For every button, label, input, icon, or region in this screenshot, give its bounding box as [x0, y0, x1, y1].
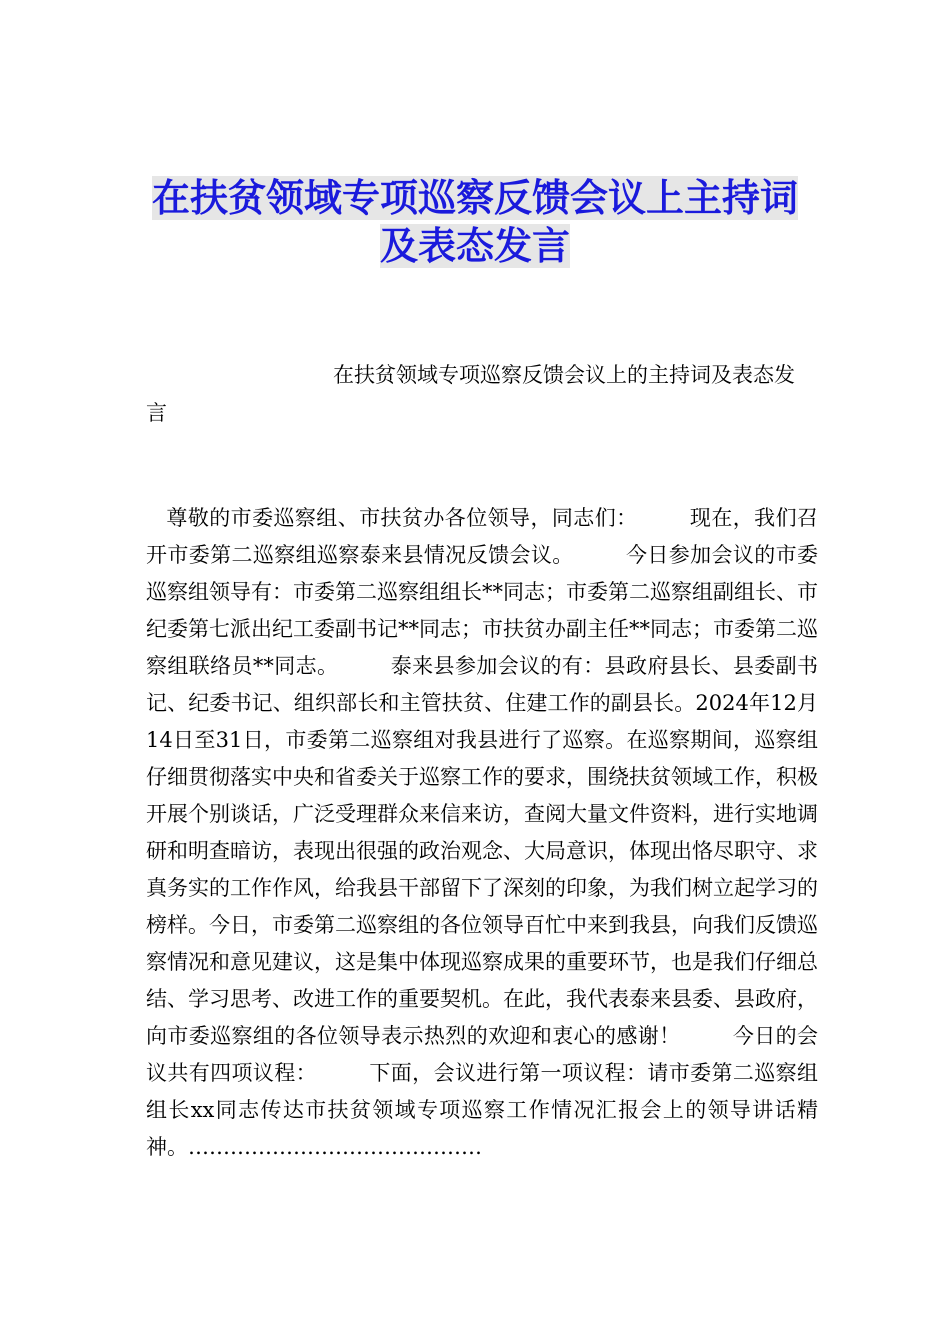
document-title: [140, 174, 810, 270]
subtitle-text: 在扶贫领域专项巡察反馈会议上的主持词及表态发言: [146, 363, 795, 425]
paragraph-6: 下面，会议进行第一项议程：请市委第二巡察组组长xx同志传达市扶贫领域专项巡察工作情况汇报会上的领导讲话精神。……………………………………: [146, 1061, 819, 1159]
paragraph-2: 现在，我们召开市委第二巡察组巡察泰来县情况反馈会议。: [146, 506, 818, 567]
paragraph-1: 尊敬的市委巡察组、市扶贫办各位领导，同志们：: [166, 506, 638, 530]
paragraph-5: 今日的会议共有四项议程：: [146, 1024, 819, 1085]
document-body: [146, 500, 818, 1166]
paragraph-4: 泰来县参加会议的有：县政府县长、县委副书记、纪委书记、组织部长和主管扶贫、住建工作的副县长。2024年12月14日至31日，市委第二巡察组对我县进行了巡察。在巡察期间，巡察组仔细贯彻落实中央和省委关于巡察工作的要求，围绕扶贫领域工作，积极开展个别谈话，广泛受理群众来信来访，查阅大量文件资料，进行实地调研和明查暗访，表现出很强的政治观念、大局意识，体现出恪尽职守、求真务实的工作作风，给我县干部留下了深刻的印象，为我们树立起学习的榜样。今日，市委第二巡察组的各位领导百忙中来到我县，向我们反馈巡察情况和意见建议，这是集中体现巡察成果的重要环节，也是我们仔细总结、学习思考、改进工作的重要契机。在此，我代表泰来县委、县政府，向市委巡察组的各位领导表示热烈的欢迎和衷心的感谢！: [146, 654, 819, 1048]
title-line-1: 在扶贫领域专项巡察反馈会议上主持词: [151, 176, 798, 220]
title-line-2: 及表态发言: [379, 224, 570, 268]
document-subtitle: [146, 356, 810, 432]
paragraph-3: 今日参加会议的市委巡察组领导有：市委第二巡察组组长**同志；市委第二巡察组副组长、市纪委第七派出纪工委副书记**同志；市扶贫办副主任**同志；市委第二巡察组联络员**同志。: [146, 543, 819, 678]
